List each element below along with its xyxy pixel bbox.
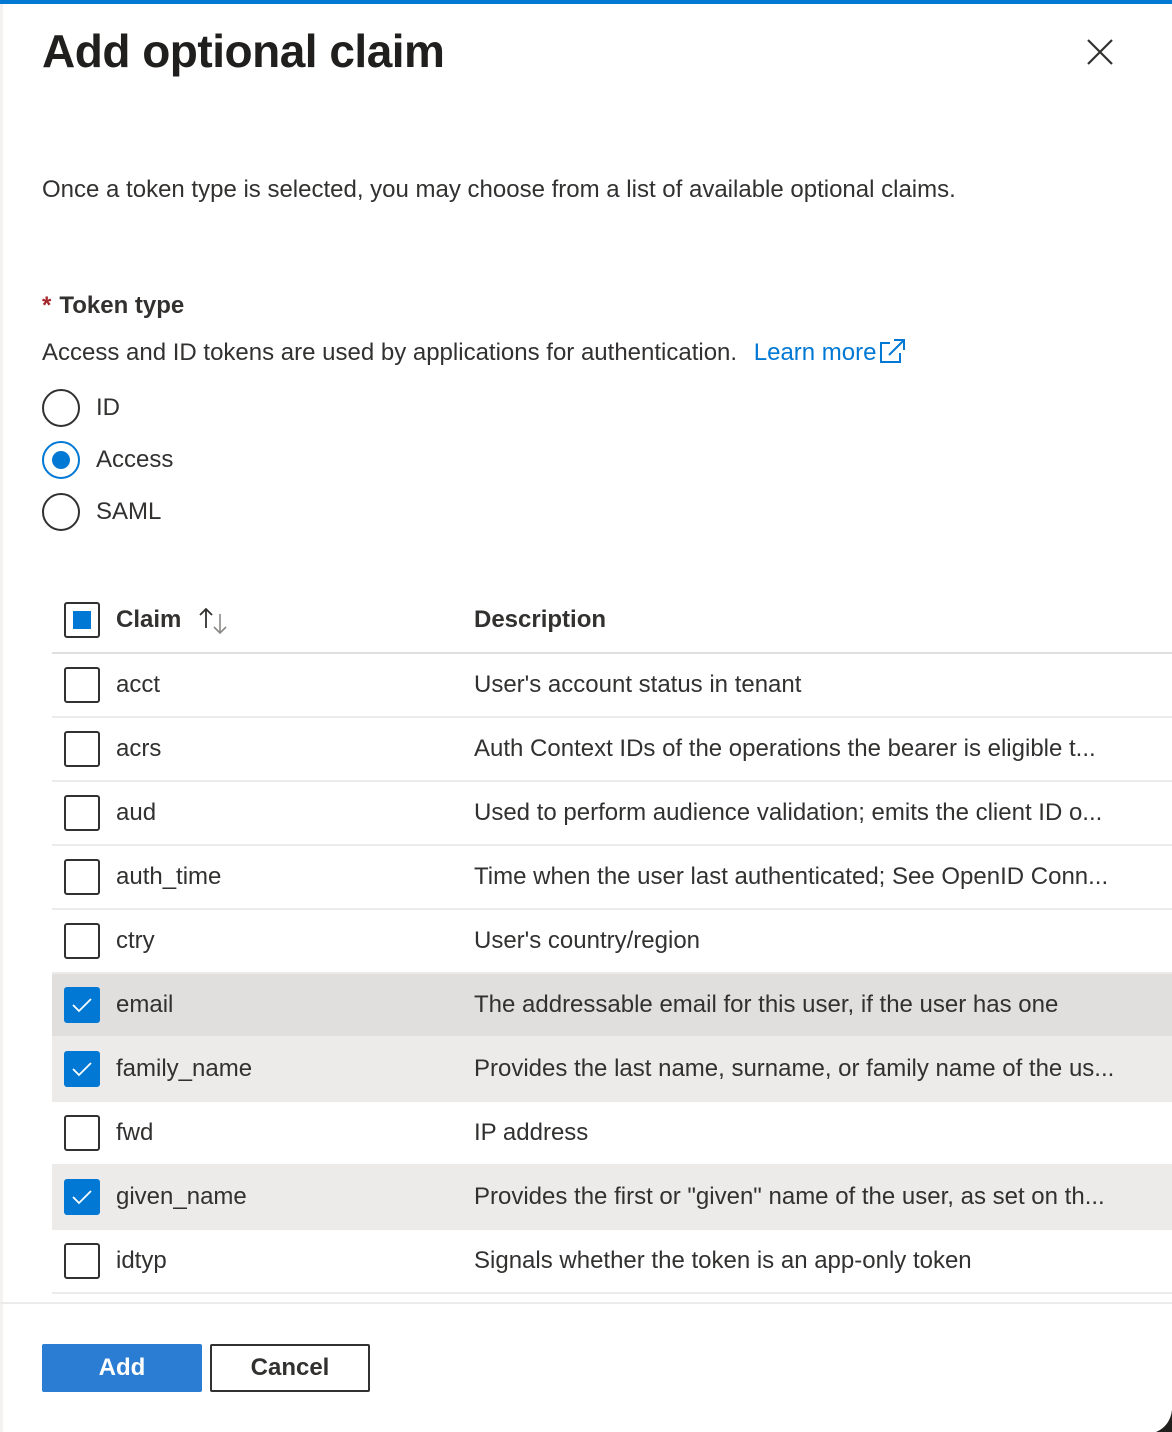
claim-name: auth_time bbox=[116, 863, 222, 890]
partial-indicator bbox=[73, 611, 91, 629]
claims-grid bbox=[52, 588, 1172, 1294]
close-icon bbox=[1086, 38, 1114, 66]
checkmark-icon bbox=[71, 1188, 93, 1206]
claim-description: Used to perform audience validation; emits the client ID o... bbox=[474, 799, 1103, 826]
table-row-selected[interactable] bbox=[52, 1038, 1172, 1102]
claim-name: fwd bbox=[116, 1119, 154, 1146]
row-checkbox[interactable] bbox=[64, 667, 100, 703]
radio-option-saml[interactable] bbox=[42, 492, 161, 532]
claim-description: Auth Context IDs of the operations the bearer is eligible t... bbox=[474, 735, 1096, 762]
close-button[interactable] bbox=[1080, 32, 1120, 72]
row-checkbox-checked[interactable] bbox=[64, 1051, 100, 1087]
claim-name: idtyp bbox=[116, 1247, 167, 1274]
token-type-label-text: Token type bbox=[59, 292, 185, 319]
row-checkbox[interactable] bbox=[64, 1115, 100, 1151]
table-row-selected[interactable] bbox=[52, 974, 1172, 1038]
checkmark-icon bbox=[71, 996, 93, 1014]
claim-description: Time when the user last authenticated; See OpenID Conn... bbox=[474, 863, 1109, 890]
grid-header bbox=[52, 588, 1172, 654]
radio-button-access[interactable] bbox=[42, 441, 80, 479]
intro-text: Once a token type is selected, you may choose from a list of available optional claims. bbox=[42, 176, 956, 203]
panel-title: Add optional claim bbox=[42, 25, 445, 77]
learn-more-link[interactable] bbox=[754, 339, 907, 366]
radio-option-id[interactable] bbox=[42, 388, 120, 428]
description-column-header: Description bbox=[474, 606, 607, 633]
table-row[interactable] bbox=[52, 1102, 1172, 1166]
claim-description: Signals whether the token is an app-only token bbox=[474, 1247, 972, 1274]
token-type-description-text: Access and ID tokens are used by applications for authentication. bbox=[42, 339, 738, 366]
row-checkbox-checked[interactable] bbox=[64, 987, 100, 1023]
token-type-label bbox=[42, 292, 184, 320]
top-accent-bar bbox=[0, 0, 1172, 4]
table-row-selected[interactable] bbox=[52, 1166, 1172, 1230]
table-row[interactable] bbox=[52, 910, 1172, 974]
row-checkbox[interactable] bbox=[64, 795, 100, 831]
table-row[interactable] bbox=[52, 782, 1172, 846]
claim-name: aud bbox=[116, 799, 157, 826]
row-checkbox[interactable] bbox=[64, 859, 100, 895]
table-row[interactable] bbox=[52, 654, 1172, 718]
resize-corner bbox=[1156, 1410, 1172, 1432]
row-checkbox[interactable] bbox=[64, 923, 100, 959]
sort-ascending-icon[interactable] bbox=[196, 606, 232, 636]
radio-label-saml: SAML bbox=[96, 498, 162, 525]
row-checkbox-checked[interactable] bbox=[64, 1179, 100, 1215]
claim-name: acrs bbox=[116, 735, 162, 762]
radio-label-id: ID bbox=[96, 394, 120, 421]
radio-button-id[interactable] bbox=[42, 389, 80, 427]
token-type-description bbox=[42, 338, 906, 367]
cancel-button[interactable]: Cancel bbox=[210, 1344, 370, 1392]
claim-description: Provides the last name, surname, or family name of the us... bbox=[474, 1055, 1115, 1082]
footer-divider bbox=[0, 1302, 1172, 1304]
claim-name: email bbox=[116, 991, 174, 1018]
claim-name: acct bbox=[116, 671, 161, 698]
required-marker: * bbox=[42, 292, 52, 319]
row-checkbox[interactable] bbox=[64, 1243, 100, 1279]
claim-description: IP address bbox=[474, 1119, 589, 1146]
claim-name: given_name bbox=[116, 1183, 247, 1210]
table-row[interactable] bbox=[52, 846, 1172, 910]
radio-option-access[interactable] bbox=[42, 440, 173, 480]
learn-more-label: Learn more bbox=[753, 339, 877, 366]
external-link-icon bbox=[878, 338, 906, 364]
row-checkbox[interactable] bbox=[64, 731, 100, 767]
panel-left-edge bbox=[0, 4, 3, 1432]
claim-name: family_name bbox=[116, 1055, 253, 1082]
claim-name: ctry bbox=[116, 927, 155, 954]
table-row[interactable] bbox=[52, 1230, 1172, 1294]
add-button[interactable]: Add bbox=[42, 1344, 202, 1392]
claim-description: Provides the first or "given" name of the user, as set on th... bbox=[474, 1183, 1105, 1210]
table-row[interactable] bbox=[52, 718, 1172, 782]
claim-description: User's account status in tenant bbox=[474, 671, 802, 698]
claim-description: The addressable email for this user, if the user has one bbox=[474, 991, 1059, 1018]
select-all-checkbox[interactable] bbox=[64, 602, 100, 638]
radio-button-saml[interactable] bbox=[42, 493, 80, 531]
claim-column-header[interactable]: Claim bbox=[116, 606, 182, 633]
radio-label-access: Access bbox=[96, 446, 174, 473]
claim-description: User's country/region bbox=[474, 927, 701, 954]
checkmark-icon bbox=[71, 1060, 93, 1078]
